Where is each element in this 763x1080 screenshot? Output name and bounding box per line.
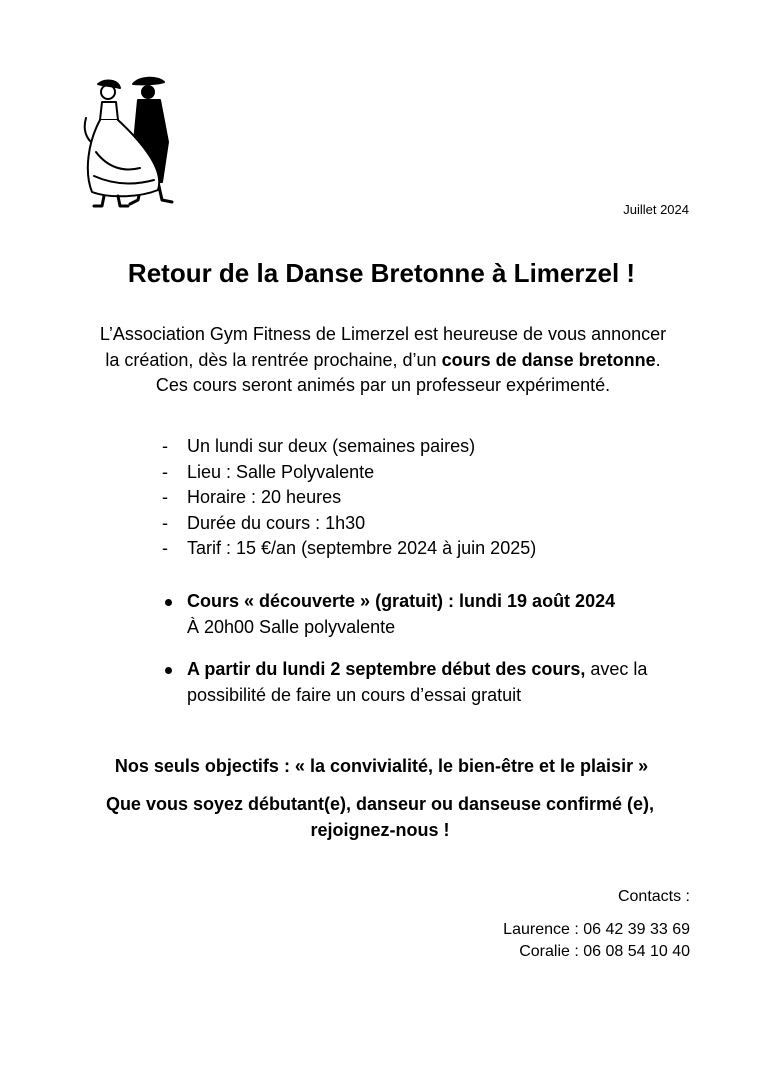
start-text: avec la possibilité de faire un cours d’essai gratuit [187, 659, 648, 705]
bullet-dot [165, 667, 172, 674]
intro-text-end: . Ces cours seront animés par un professeur expérimenté. [155, 349, 661, 395]
intro-text-start: L’Association Gym Fitness de Limerzel est heureuse de vous annoncer la création, dès la rentrée prochaine, d’un [99, 324, 667, 370]
start-title: A partir du lundi 2 septembre début des cours, [187, 659, 586, 679]
contacts-block [503, 888, 690, 963]
welcome-text: Que vous soyez débutant(e), danseur ou danseuse confirmé (e), rejoignez-nous ! [105, 794, 655, 840]
contact-entry: Laurence : 06 42 39 33 69 [503, 921, 690, 938]
objective-text: Nos seuls objectifs : « la convivialité, le bien-être et le plaisir » [114, 756, 649, 776]
bullet-dot [165, 599, 172, 606]
discovery-subtitle: À 20h00 Salle polyvalente [187, 616, 396, 637]
contact-entry: Coralie : 06 08 54 10 40 [519, 943, 690, 960]
detail-item: - Horaire : 20 heures [162, 485, 536, 511]
page-title: Retour de la Danse Bretonne à Limerzel ! [127, 258, 636, 288]
details-list [162, 434, 536, 562]
contacts-heading: Contacts : [617, 888, 690, 905]
intro-paragraph [95, 322, 671, 399]
discovery-bullet [162, 589, 702, 640]
discovery-title: Cours « découverte » (gratuit) : lundi 19 août 2024 [187, 591, 616, 611]
detail-item: - Tarif : 15 €/an (septembre 2024 à juin 2025) [162, 536, 536, 562]
detail-item: - Lieu : Salle Polyvalente [162, 460, 536, 486]
document-date: Juillet 2024 [623, 202, 689, 217]
intro-bold: cours de danse bretonne [441, 349, 656, 370]
breton-dancers-icon [78, 72, 188, 212]
detail-item: - Durée du cours : 1h30 [162, 511, 536, 537]
start-bullet [162, 657, 702, 708]
detail-item: - Un lundi sur deux (semaines paires) [162, 434, 536, 460]
